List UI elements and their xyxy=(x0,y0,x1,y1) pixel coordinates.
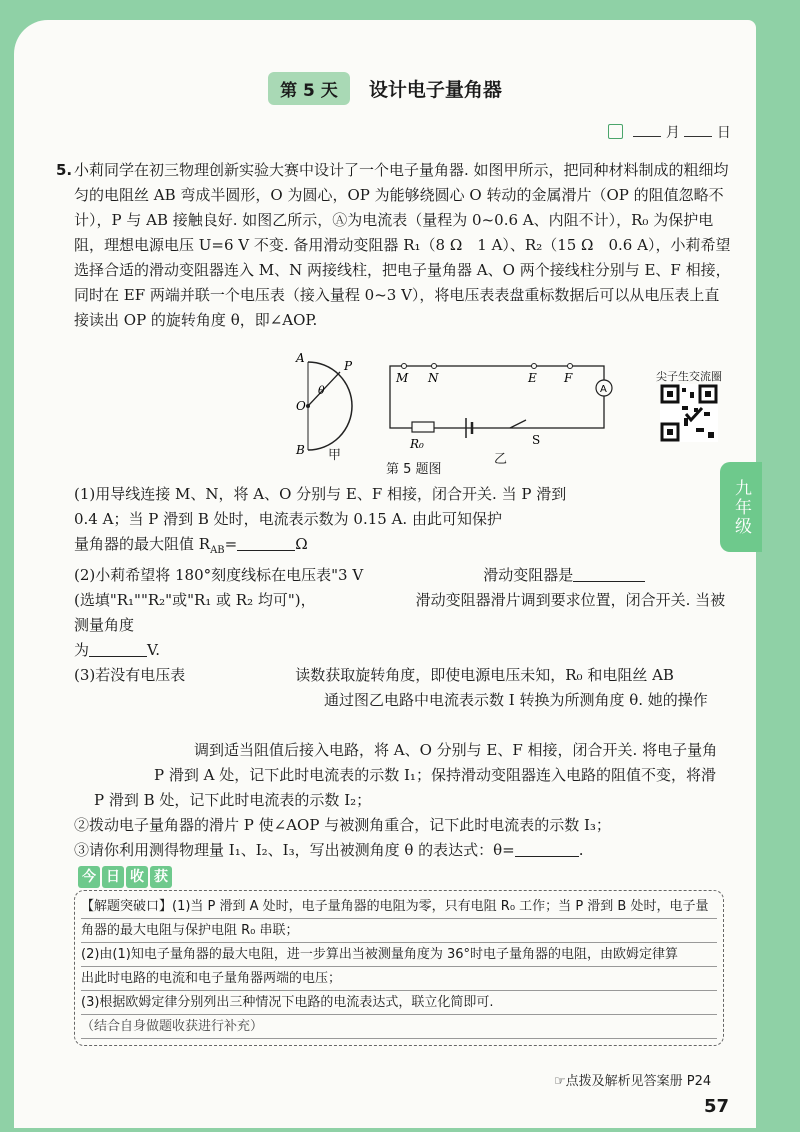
day-label: 日 xyxy=(716,125,731,141)
tag-char: 获 xyxy=(150,866,172,888)
qr-code-icon[interactable] xyxy=(660,384,718,442)
label-a: A xyxy=(296,351,305,365)
terminal-e xyxy=(532,364,537,369)
day-badge: 第 5 天 xyxy=(268,72,350,105)
label-n: N xyxy=(428,371,439,385)
harvest-box xyxy=(74,890,724,1046)
part3-step3: ③请你利用测得物理量 I₁、I₂、I₃，写出被测角度 θ 的表达式：θ= . xyxy=(74,841,584,859)
harvest-line: (2)由(1)知电子量角器的最大电阻，进一步算出当被测量角度为 36°时电子量角器的电阻，由欧姆定律算 xyxy=(81,943,717,967)
calendar-icon xyxy=(608,124,623,139)
center-o xyxy=(306,404,310,408)
label-f: F xyxy=(564,371,573,385)
label-m: M xyxy=(396,371,409,385)
label-yi: 乙 xyxy=(494,452,508,467)
question-body xyxy=(56,158,732,358)
tag-char: 日 xyxy=(102,866,124,888)
answer-blank-theta[interactable] xyxy=(515,841,579,857)
harvest-line: 【解题突破口】(1)当 P 滑到 A 处时，电子量角器的电阻为零，只有电阻 R₀ 工作；当 P 滑到 B 处时，电子量 xyxy=(81,895,717,919)
qr-label: 尖子生交流圈 xyxy=(656,370,722,383)
page-number: 57 xyxy=(704,1096,730,1117)
terminal-f xyxy=(568,364,573,369)
label-jia: 甲 xyxy=(328,448,342,463)
resistor-r0 xyxy=(412,422,434,432)
harvest-tag xyxy=(78,866,172,888)
section-header xyxy=(14,72,756,105)
harvest-line: 出此时电路的电流和电子量角器两端的电压； xyxy=(81,967,717,991)
figure-caption: 第 5 题图 xyxy=(386,462,442,477)
terminal-n xyxy=(432,364,437,369)
day-blank[interactable] xyxy=(684,136,712,137)
answer-blank-rab[interactable] xyxy=(237,535,295,551)
label-theta: θ xyxy=(318,384,325,397)
figure xyxy=(294,348,744,488)
harvest-note: （结合自身做题收获进行补充） xyxy=(81,1015,717,1039)
part3-line5: P 滑到 B 处，记下此时电流表的示数 I₂； xyxy=(94,791,372,809)
label-p: P xyxy=(344,359,353,373)
part1-line2: 0.4 A；当 P 滑到 B 处时，电流表示数为 0.15 A. 由此可知保护 xyxy=(74,510,502,528)
page xyxy=(14,20,756,1128)
question-stem: 小莉同学在初三物理创新实验大赛中设计了一个电子量角器. 如图甲所示，把同种材料制成的粗细均匀的电阻丝 AB 弯成半圆形，O 为圆心，OP 为能够绕圆心 O 转动的金属滑片（OP 的阻值忽略不计），P 与 AB 接触良好. 如图乙所示，Ⓐ为电流表（量程为 0~0.6 A、内阻不计），R₀ 为保护电阻，理想电源电压 U=6 V 不变. 备用滑动变阻器 R₁（8 Ω 1 A）、R₂（15 Ω 0.6 A），小莉希望选择合适的滑动变阻器连入 M、N 两接线柱，把电子量角器 A、O 两个接线柱分别与 E、F 相接，同时在 EF 两端并联一个电压表（接入量程 0~3 V），将电压表表盘重标数据后可以从电压表上直接读出 OP 的旋转角度 θ，即∠AOP. xyxy=(74,161,731,329)
part1-line1: (1)用导线连接 M、N，将 A、O 分别与 E、F 相接，闭合开关. 当 P 滑到 xyxy=(74,485,567,503)
part3-line4: P 滑到 A 处，记下此时电流表的示数 I₁；保持滑动变阻器连入电路的阻值不变，将滑 xyxy=(154,766,716,784)
question-number: 5. xyxy=(56,161,73,179)
answer-blank-voltage[interactable] xyxy=(89,641,147,657)
tag-char: 今 xyxy=(78,866,100,888)
part2-line2: (选填"R₁""R₂"或"R₁ 或 R₂ 均可")， 滑动变阻器滑片调到要求位置，闭合开关. 当被测量角度 xyxy=(74,591,726,634)
label-s: S xyxy=(532,433,541,447)
label-e: E xyxy=(528,371,537,385)
label-o: O xyxy=(296,399,306,413)
harvest-line: 角器的最大电阻与保护电阻 R₀ 串联； xyxy=(81,919,717,943)
harvest-line: (3)根据欧姆定律分别列出三种情况下电路的电流表达式，联立化简即可. xyxy=(81,991,717,1015)
month-blank[interactable] xyxy=(633,136,661,137)
part3-line1: (3)若没有电压表 读数获取旋转角度，即使电源电压未知，R₀ 和电阻丝 AB xyxy=(74,666,674,684)
part1-line3: 量角器的最大阻值 $R_{AB}= \Omega$ xyxy=(74,535,308,556)
answer-reference: ☞点拨及解析见答案册 P24 xyxy=(554,1074,712,1089)
part3-line3: 调到适当阻值后接入电路，将 A、O 分别与 E、F 相接，闭合开关. 将电子量角 xyxy=(194,741,718,759)
sub-questions xyxy=(74,482,732,863)
part3-line2: 通过图乙电路中电流表示数 I 转换为所测角度 θ. 她的操作 xyxy=(324,691,708,709)
part2-line3: 为 V. xyxy=(74,641,160,659)
part3-step2: ②拨动电子量角器的滑片 P 使∠AOP 与被测角重合，记下此时电流表的示数 I₃； xyxy=(74,816,611,834)
label-r0: R₀ xyxy=(410,437,424,451)
section-title: 设计电子量角器 xyxy=(368,79,502,101)
switch-s xyxy=(510,420,526,428)
label-b: B xyxy=(296,443,305,457)
terminal-m xyxy=(402,364,407,369)
date-field xyxy=(608,122,731,142)
answer-blank-rheostat[interactable] xyxy=(573,566,645,582)
circuit-figure xyxy=(294,348,654,458)
semicircle-resistor xyxy=(308,362,352,450)
grade-side-tab[interactable]: 九年级 xyxy=(720,462,762,552)
ammeter-a: A xyxy=(600,384,607,395)
harvest-section xyxy=(74,866,724,1046)
part2-line1: (2)小莉希望将 180°刻度线标在电压表"3 V 滑动变阻器是 xyxy=(74,563,732,588)
tag-char: 收 xyxy=(126,866,148,888)
month-label: 月 xyxy=(665,125,680,141)
